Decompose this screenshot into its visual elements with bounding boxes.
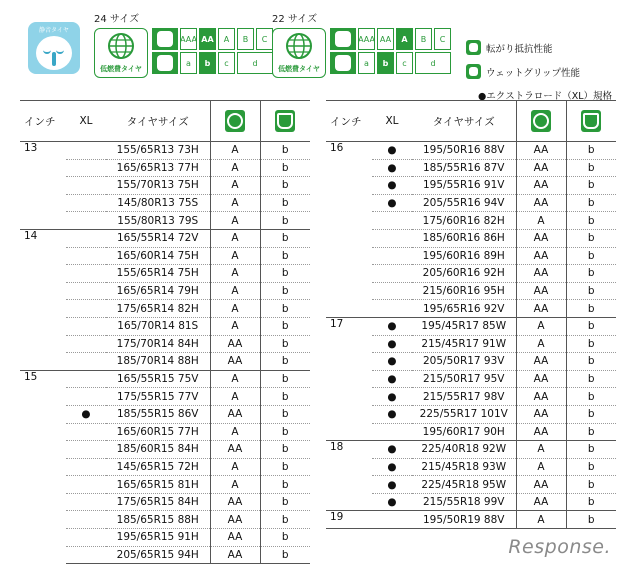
rolling-grade-cell: AA	[516, 405, 566, 423]
rolling-grade-cell: A	[516, 441, 566, 459]
wet-grade-cell: b	[566, 511, 616, 529]
label-set-22	[272, 10, 451, 78]
xl-cell	[66, 476, 106, 494]
wet-grade-cell: b	[566, 476, 616, 494]
rolling-grade-cell: AA	[516, 247, 566, 265]
wet-grade-cell: b	[566, 282, 616, 300]
inch-cell: 19	[326, 511, 372, 529]
wet-grade-cell: b	[566, 212, 616, 230]
xl-cell	[66, 212, 106, 230]
rolling-grade-cell: AA	[516, 282, 566, 300]
xl-cell	[66, 142, 106, 160]
rolling-grade-cell: AA	[516, 370, 566, 388]
rolling-grade-cell: A	[210, 194, 260, 212]
size-cell: 195/65R15 91H	[106, 529, 210, 547]
size-cell: 165/55R15 75V	[106, 370, 210, 388]
rolling-grade-cell: AA	[516, 423, 566, 441]
wet-grade-cell: b	[260, 370, 310, 388]
rolling-resistance-icon	[225, 110, 245, 132]
wet-grade-cell: b	[260, 265, 310, 283]
rolling-grade-cell: AA	[516, 476, 566, 494]
legend-wet	[466, 64, 580, 79]
size-cell: 195/50R19 88V	[412, 511, 516, 529]
xl-cell	[66, 282, 106, 300]
wet-grade-cell: b	[566, 335, 616, 353]
size-cell: 195/50R16 88V	[412, 142, 516, 160]
xl-cell: ●	[372, 388, 412, 406]
rolling-grade-cell: AA	[516, 194, 566, 212]
wet-grade-cell: b	[566, 159, 616, 177]
tire-size-table-left	[20, 100, 310, 564]
xl-cell	[66, 317, 106, 335]
rolling-grade-cell: AA	[377, 28, 394, 50]
xl-cell: ●	[372, 458, 412, 476]
rolling-grade-cell: B	[415, 28, 432, 50]
size-cell: 205/50R17 93V	[412, 353, 516, 371]
wet-grade-cell: b	[566, 458, 616, 476]
table-row	[326, 142, 616, 160]
wet-grade-cell: b	[566, 493, 616, 511]
fuel-card-caption: 低燃費タイヤ	[278, 65, 320, 73]
wet-grade-cell: b	[260, 282, 310, 300]
header-xl: XL	[66, 101, 106, 142]
wet-grade-cell: b	[566, 388, 616, 406]
tire-size-table-right	[326, 100, 616, 529]
xl-cell	[66, 194, 106, 212]
wet-grade-cell: b	[260, 511, 310, 529]
size-cell: 215/60R16 95H	[412, 282, 516, 300]
wet-grade-cell: b	[566, 265, 616, 283]
xl-cell	[66, 441, 106, 459]
wet-grade-cell: b	[566, 247, 616, 265]
rolling-grade-cell: AA	[516, 388, 566, 406]
xl-cell: ●	[372, 441, 412, 459]
rolling-grade-cell: A	[210, 212, 260, 230]
rolling-grade-cell: A	[210, 159, 260, 177]
rolling-grade-cell: A	[210, 300, 260, 318]
wet-grade-cell: d	[415, 52, 451, 74]
inch-cell: 17	[326, 317, 372, 440]
xl-cell	[372, 511, 412, 529]
table-row	[326, 511, 616, 529]
size-cell: 195/55R16 91V	[412, 177, 516, 195]
xl-cell	[66, 546, 106, 564]
wet-grade-cell: d	[237, 52, 273, 74]
legend-rolling-label: 転がり抵抗性能	[486, 43, 553, 55]
size-cell: 185/60R15 84H	[106, 441, 210, 459]
rolling-grade-cell: A	[516, 511, 566, 529]
header-xl: XL	[372, 101, 412, 142]
wet-grade-cell: b	[260, 229, 310, 247]
grade-grid	[152, 28, 273, 74]
size-cell: 225/40R18 92W	[412, 441, 516, 459]
size-cell: 185/55R15 86V	[106, 405, 210, 423]
xl-cell	[66, 265, 106, 283]
xl-cell	[66, 353, 106, 371]
xl-cell: ●	[372, 177, 412, 195]
wet-grade-cell: b	[260, 493, 310, 511]
size-cell: 225/55R17 101V	[412, 405, 516, 423]
wet-grade-cell: b	[260, 405, 310, 423]
wet-grade-cell: b	[199, 52, 216, 74]
xl-cell: ●	[372, 194, 412, 212]
size-cell: 225/45R18 95W	[412, 476, 516, 494]
size-cell: 155/65R14 75H	[106, 265, 210, 283]
size-cell: 145/80R13 75S	[106, 194, 210, 212]
rolling-grade-cell: B	[237, 28, 254, 50]
xl-cell: ●	[372, 370, 412, 388]
rolling-grade-cell: AA	[199, 28, 216, 50]
xl-cell	[66, 159, 106, 177]
inch-cell: 16	[326, 142, 372, 318]
rolling-grade-cell: A	[516, 458, 566, 476]
xl-cell: ●	[372, 159, 412, 177]
rolling-grade-cell: A	[210, 229, 260, 247]
wet-grade-cell: b	[566, 142, 616, 160]
rolling-grade-cell: A	[210, 423, 260, 441]
rolling-grade-cell: C	[256, 28, 273, 50]
xl-cell	[66, 300, 106, 318]
wet-grade-cell: b	[566, 229, 616, 247]
size-cell: 155/70R13 75H	[106, 177, 210, 195]
wet-grip-icon	[466, 64, 481, 79]
rolling-grade-cell: AA	[210, 511, 260, 529]
xl-cell: ●	[372, 335, 412, 353]
header-size: タイヤサイズ	[106, 101, 210, 142]
size-cell: 215/45R18 93W	[412, 458, 516, 476]
size-cell: 165/70R14 81S	[106, 317, 210, 335]
size-cell: 215/50R17 95V	[412, 370, 516, 388]
wet-grade-cell: b	[260, 353, 310, 371]
xl-cell	[372, 300, 412, 318]
wet-grade-cell: b	[566, 423, 616, 441]
wet-grade-cell: b	[566, 317, 616, 335]
xl-cell: ●	[372, 493, 412, 511]
xl-cell	[66, 423, 106, 441]
legend-wet-label: ウェットグリップ性能	[486, 67, 581, 79]
size-cell: 185/65R15 88H	[106, 511, 210, 529]
rolling-grade-cell: AA	[516, 265, 566, 283]
size-cell: 205/55R16 94V	[412, 194, 516, 212]
rolling-grade-cell: A	[516, 212, 566, 230]
xl-cell	[66, 458, 106, 476]
rolling-grade-cell: A	[210, 370, 260, 388]
size-cell: 175/65R14 82H	[106, 300, 210, 318]
wet-grade-cell: b	[566, 441, 616, 459]
size-cell: 195/60R17 90H	[412, 423, 516, 441]
rolling-grade-cell: A	[396, 28, 413, 50]
size-cell: 205/60R16 92H	[412, 265, 516, 283]
brand-logo: Response.	[508, 536, 611, 558]
wet-grade-cell: b	[260, 388, 310, 406]
label-set-title: 24 サイズ	[94, 14, 140, 25]
wet-grade-cell: b	[566, 177, 616, 195]
xl-cell	[66, 511, 106, 529]
xl-cell	[372, 247, 412, 265]
size-cell: 205/65R15 94H	[106, 546, 210, 564]
rolling-grade-cell: AA	[516, 177, 566, 195]
rolling-resistance-icon	[152, 28, 178, 50]
xl-cell	[66, 388, 106, 406]
rolling-grade-cell: A	[516, 317, 566, 335]
xl-cell	[372, 212, 412, 230]
xl-cell: ●	[66, 405, 106, 423]
size-cell: 165/55R14 72V	[106, 229, 210, 247]
wet-grade-cell: b	[260, 335, 310, 353]
rolling-grade-cell: A	[210, 317, 260, 335]
size-cell: 215/55R17 98V	[412, 388, 516, 406]
size-cell: 215/55R18 99V	[412, 493, 516, 511]
header-size: タイヤサイズ	[412, 101, 516, 142]
rolling-grade-cell: AA	[210, 335, 260, 353]
xl-cell	[372, 423, 412, 441]
rolling-resistance-icon	[531, 110, 551, 132]
rolling-grade-cell: AA	[516, 493, 566, 511]
xl-note: ●エクストラロード（XL）規格	[478, 91, 612, 102]
label-set-title: 22 サイズ	[272, 14, 318, 25]
wet-grade-cell: b	[260, 458, 310, 476]
legend-rolling	[466, 40, 580, 55]
wet-grade-cell: b	[260, 247, 310, 265]
wet-grade-cell: b	[260, 142, 310, 160]
globe-icon	[95, 29, 147, 63]
wet-grade-cell: b	[260, 317, 310, 335]
xl-cell	[66, 370, 106, 388]
rolling-grade-cell: A	[210, 476, 260, 494]
size-cell: 155/65R13 73H	[106, 142, 210, 160]
size-cell: 145/65R15 72H	[106, 458, 210, 476]
size-cell: 175/60R16 82H	[412, 212, 516, 230]
inch-cell: 14	[20, 229, 66, 370]
wet-grade-cell: b	[566, 194, 616, 212]
rolling-grade-cell: A	[210, 458, 260, 476]
xl-cell: ●	[372, 405, 412, 423]
xl-cell	[66, 247, 106, 265]
size-cell: 165/60R15 77H	[106, 423, 210, 441]
xl-cell	[66, 493, 106, 511]
size-cell: 185/60R16 86H	[412, 229, 516, 247]
xl-cell: ●	[372, 142, 412, 160]
table-row	[20, 370, 310, 388]
rolling-grade-cell: A	[218, 28, 235, 50]
grade-grid	[330, 28, 451, 74]
wet-grade-cell: b	[260, 423, 310, 441]
wet-grade-cell: b	[566, 300, 616, 318]
rolling-grade-cell: AA	[210, 493, 260, 511]
header-inch: インチ	[20, 101, 66, 142]
table-row	[326, 317, 616, 335]
xl-cell	[372, 282, 412, 300]
size-cell: 165/65R14 79H	[106, 282, 210, 300]
size-cell: 195/45R17 85W	[412, 317, 516, 335]
label-set-24	[94, 10, 273, 78]
wet-grade-cell: b	[260, 159, 310, 177]
xl-cell	[372, 265, 412, 283]
wet-grade-cell: b	[260, 529, 310, 547]
size-cell: 175/70R14 84H	[106, 335, 210, 353]
quiet-badge-text: 静音タイヤ	[39, 27, 69, 34]
wet-grip-icon	[152, 52, 178, 74]
size-cell: 185/70R14 88H	[106, 353, 210, 371]
wet-grade-cell: b	[260, 300, 310, 318]
xl-cell	[66, 529, 106, 547]
size-cell: 215/45R17 91W	[412, 335, 516, 353]
size-cell: 165/60R14 75H	[106, 247, 210, 265]
rolling-grade-cell: AA	[516, 142, 566, 160]
rolling-grade-cell: A	[210, 265, 260, 283]
xl-cell	[372, 229, 412, 247]
table-row	[20, 229, 310, 247]
size-cell: 195/65R16 92V	[412, 300, 516, 318]
wet-grade-cell: b	[566, 370, 616, 388]
rolling-grade-cell: A	[210, 282, 260, 300]
table-row	[326, 441, 616, 459]
rolling-grade-cell: AAA	[358, 28, 375, 50]
size-cell: 165/65R13 77H	[106, 159, 210, 177]
wet-grade-cell: b	[377, 52, 394, 74]
rolling-grade-cell: A	[210, 388, 260, 406]
xl-cell	[66, 335, 106, 353]
inch-cell: 15	[20, 370, 66, 564]
wet-grade-cell: a	[358, 52, 375, 74]
size-cell: 175/65R15 84H	[106, 493, 210, 511]
low-fuel-tire-card	[272, 28, 326, 78]
wet-grade-cell: b	[566, 353, 616, 371]
low-fuel-tire-card	[94, 28, 148, 78]
wet-grade-cell: b	[260, 476, 310, 494]
xl-cell: ●	[372, 317, 412, 335]
globe-icon	[273, 29, 325, 63]
quiet-tire-badge	[28, 22, 80, 74]
rolling-grade-cell: C	[434, 28, 451, 50]
rolling-grade-cell: AA	[516, 300, 566, 318]
header-inch: インチ	[326, 101, 372, 142]
size-cell: 165/65R15 81H	[106, 476, 210, 494]
quiet-face-icon	[36, 36, 72, 70]
rolling-grade-cell: AA	[210, 441, 260, 459]
rolling-resistance-icon	[330, 28, 356, 50]
rolling-grade-cell: AA	[210, 405, 260, 423]
rolling-grade-cell: A	[210, 177, 260, 195]
rolling-grade-cell: A	[516, 335, 566, 353]
wet-grade-cell: c	[218, 52, 235, 74]
table-row	[20, 142, 310, 160]
inch-cell: 18	[326, 441, 372, 511]
wet-grade-cell: b	[260, 441, 310, 459]
xl-cell: ●	[372, 353, 412, 371]
rolling-grade-cell: AAA	[180, 28, 197, 50]
rolling-grade-cell: AA	[516, 229, 566, 247]
rolling-resistance-icon	[466, 40, 481, 55]
rolling-grade-cell: AA	[210, 353, 260, 371]
wet-grade-cell: b	[260, 546, 310, 564]
size-cell: 195/60R16 89H	[412, 247, 516, 265]
rolling-grade-cell: AA	[516, 159, 566, 177]
wet-grip-icon	[330, 52, 356, 74]
fuel-card-caption: 低燃費タイヤ	[100, 65, 142, 73]
wet-grade-cell: b	[260, 212, 310, 230]
legend	[466, 40, 580, 88]
size-cell: 185/55R16 87V	[412, 159, 516, 177]
rolling-grade-cell: AA	[210, 546, 260, 564]
rolling-grade-cell: AA	[210, 529, 260, 547]
wet-grade-cell: c	[396, 52, 413, 74]
rolling-grade-cell: A	[210, 247, 260, 265]
xl-cell: ●	[372, 476, 412, 494]
size-cell: 155/80R13 79S	[106, 212, 210, 230]
wet-grade-cell: b	[566, 405, 616, 423]
rolling-grade-cell: A	[210, 142, 260, 160]
xl-cell	[66, 177, 106, 195]
inch-cell: 13	[20, 142, 66, 230]
wet-grade-cell: a	[180, 52, 197, 74]
wet-grade-cell: b	[260, 177, 310, 195]
rolling-grade-cell: AA	[516, 353, 566, 371]
wet-grip-icon	[275, 110, 295, 132]
wet-grade-cell: b	[260, 194, 310, 212]
xl-cell	[66, 229, 106, 247]
size-cell: 175/55R15 77V	[106, 388, 210, 406]
wet-grip-icon	[581, 110, 601, 132]
